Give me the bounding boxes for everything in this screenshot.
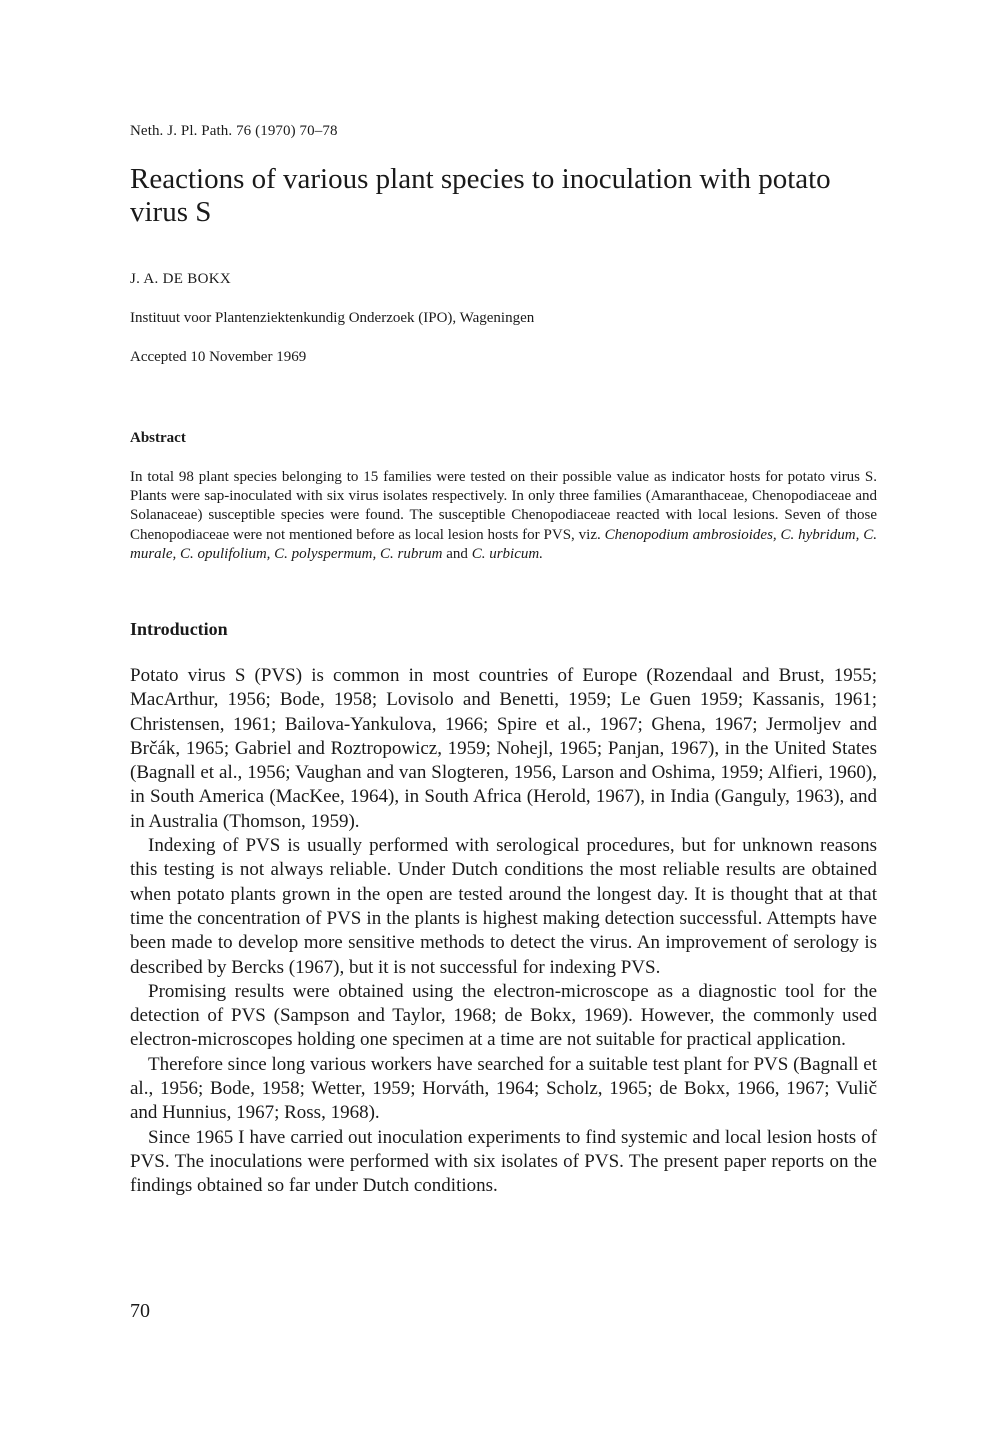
abstract-conjunction: and xyxy=(442,545,472,562)
abstract-heading: Abstract xyxy=(130,430,186,446)
introduction-body xyxy=(130,664,877,1199)
introduction-heading: Introduction xyxy=(130,619,228,639)
intro-paragraph-3: Promising results were obtained using the electron-microscope as a diagnostic tool for the detection of PVS (Sampson and Taylor, 1968; de Bokx, 1969). However, the commonly used electron-microscopes holding one specimen at a time are not suitable for practical application. xyxy=(130,980,877,1051)
intro-paragraph-1: Potato virus S (PVS) is common in most countries of Europe (Rozendaal and Brust, 1955; MacArthur, 1956; Bode, 1958; Lovisolo and Benetti, 1959; Le Guen 1959; Kassanis, 1961; Christensen, 1961; Bailova-Yankulova, 1966; Spire et al., 1967; Ghena, 1967; Jermoljev and Brčák, 1965; Gabriel and Roztropowicz, 1959; Nohejl, 1965; Panjan, 1967), in the United States (Bagnall et al., 1956; Vaughan and van Slogteren, 1956, Larson and Oshima, 1959; Alfieri, 1960), in South America (MacKee, 1964), in South Africa (Herold, 1967), in India (Ganguly, 1963), and in Australia (Thomson, 1959). xyxy=(130,665,877,832)
intro-paragraph-5: Since 1965 I have carried out inoculation experiments to find systemic and local lesion hosts of PVS. The inoculations were performed with six isolates of PVS. The present paper reports on the findings obtained so far under Dutch conditions. xyxy=(130,1126,877,1197)
abstract-text xyxy=(130,468,877,564)
paper-page xyxy=(130,0,877,1441)
author-name: J. A. DE BOKX xyxy=(130,271,231,287)
page-number: 70 xyxy=(130,1300,150,1322)
intro-paragraph-2: Indexing of PVS is usually performed with serological procedures, but for unknown reasons this testing is not always reliable. Under Dutch conditions the most reliable results are obtained when potato plants grown in the open are tested around the longest day. It is thought that at that time the concentration of PVS in the plants is highest making detection successful. Attempts have been made to develop more sensitive methods to detect the virus. An improvement of serology is described by Bercks (1967), but it is not successful for indexing PVS. xyxy=(130,835,877,978)
abstract-species-last: C. urbicum. xyxy=(471,545,543,562)
journal-reference: Neth. J. Pl. Path. 76 (1970) 70–78 xyxy=(130,123,338,139)
intro-paragraph-4: Therefore since long various workers have searched for a suitable test plant for PVS (Bagnall et al., 1956; Bode, 1958; Wetter, 1959; Horváth, 1964; Scholz, 1965; de Bokx, 1966, 1967; Vulič and Hunnius, 1967; Ross, 1968). xyxy=(130,1053,877,1124)
abstract-text-plain: In total 98 plant species belonging to 15 families were tested on their possible value as indicator hosts for potato virus S. Plants were sap-inoculated with six virus isolates respectively. In only three families (Amaranthaceae, Chenopodiaceae and Solanaceae) susceptible species were found. The susceptible Chenopodiaceae reacted with local lesions. Seven of those Chenopodiaceae were not mentioned before as local lesion hosts for PVS, viz. xyxy=(130,469,877,543)
abstract-species-list: Chenopodium ambrosioides, C. hybridum, C. murale, C. opulifolium, C. polyspermum, C. rubrum xyxy=(130,526,878,562)
author-affiliation: Instituut voor Plantenziektenkundig Onderzoek (IPO), Wageningen xyxy=(130,310,535,326)
accepted-date: Accepted 10 November 1969 xyxy=(130,349,307,365)
paper-title: Reactions of various plant species to inoculation with potato virus S xyxy=(130,163,831,228)
